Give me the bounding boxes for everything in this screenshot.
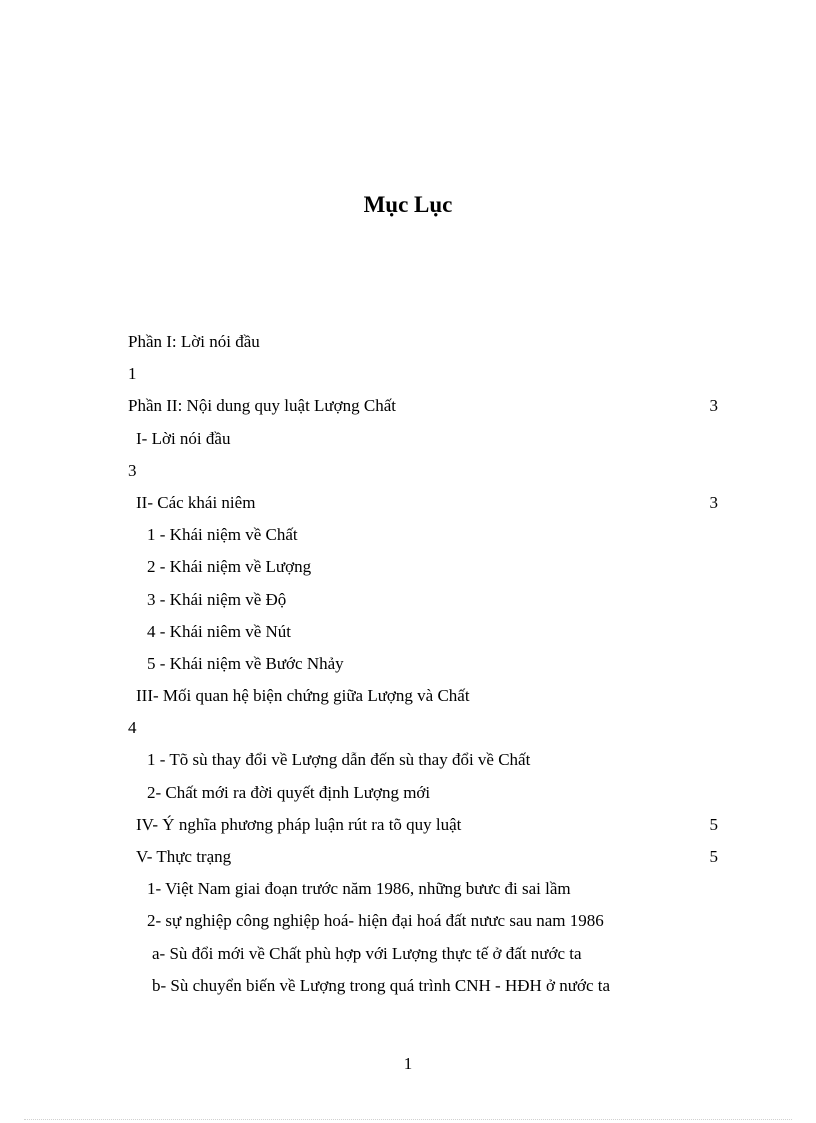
toc-entry-text: 1 <box>128 364 137 384</box>
toc-entry <box>128 873 718 905</box>
toc-entry <box>128 487 718 519</box>
toc-entry <box>128 841 718 873</box>
toc-entry-text: 4 - Khái niêm về Nút <box>147 621 291 641</box>
toc-entry <box>128 970 718 1002</box>
toc-entry-text: 2- Chất mới ra đời quyết định Lượng mới <box>147 782 431 802</box>
toc-entry-page: 3 <box>709 492 718 512</box>
toc-entry <box>128 777 718 809</box>
toc-entry-page: 5 <box>709 814 718 834</box>
toc-entry-text: III- Mối quan hệ biện chứng giữa Lượng và Chất <box>136 686 470 706</box>
toc-entry-page: 3 <box>709 396 718 416</box>
toc-entry <box>128 519 718 551</box>
page-number: 1 <box>403 1054 413 1073</box>
toc-entry-text: Phần II: Nội dung quy luật Lượng Chất <box>128 396 396 416</box>
toc-entry <box>128 584 718 616</box>
toc-entry-text: b- Sù chuyển biến về Lượng trong quá trình CNH - HĐH ở nước ta <box>152 975 611 995</box>
footer-divider <box>24 1119 792 1120</box>
toc-entry <box>128 680 718 712</box>
toc-entry-text: II- Các khái niêm <box>136 492 256 512</box>
toc-entry-text: 1 - Khái niệm về Chất <box>147 525 298 545</box>
toc-entry-text: V- Thực trạng <box>136 847 232 866</box>
toc-entry <box>128 744 718 776</box>
toc-entry-text: I- Lời nói đầu <box>136 428 231 448</box>
toc-entry <box>128 809 718 841</box>
toc-entry-text: 1- Việt Nam giai đoạn trước năm 1986, những bưưc đi sai lầm <box>147 879 571 899</box>
toc-entry <box>128 712 718 744</box>
toc-entry <box>128 551 718 583</box>
toc-entry-text: IV- Ý nghĩa phương pháp luận rút ra tõ quy luật <box>136 814 462 834</box>
toc-entry <box>128 938 718 970</box>
toc-entry-text: 2- sự nghiệp công nghiệp hoá- hiện đại hoá đất nưưc sau nam 1986 <box>147 911 604 931</box>
toc-entry-text: 3 - Khái niệm về Độ <box>147 589 287 609</box>
toc-entry <box>128 390 718 422</box>
toc-entry <box>128 358 718 390</box>
toc-entry-text: 4 <box>128 718 137 738</box>
toc-entry-text: Phần I: Lời nói đầu <box>128 332 260 351</box>
toc-entry <box>128 616 718 648</box>
toc-entry-text: 1 - Tõ sù thay đổi về Lượng dẫn đến sù thay đổi về Chất <box>147 750 531 770</box>
toc-entry <box>128 455 718 487</box>
toc-entry-text: 2 - Khái niệm về Lượng <box>147 557 312 577</box>
toc-entry-text: a- Sù đổi mới về Chất phù hợp với Lượng thực tế ở đất nước ta <box>152 943 582 963</box>
toc-entry <box>128 905 718 937</box>
table-of-contents <box>128 326 718 1002</box>
toc-entry-page: 5 <box>709 847 718 866</box>
toc-entry <box>128 648 718 680</box>
toc-entry-text: 5 - Khái niệm về Bước Nhảy <box>147 653 344 673</box>
toc-entry-text: 3 <box>128 460 137 480</box>
page-title: Mục Lục <box>363 192 453 217</box>
toc-entry <box>128 326 718 358</box>
toc-entry <box>128 423 718 455</box>
